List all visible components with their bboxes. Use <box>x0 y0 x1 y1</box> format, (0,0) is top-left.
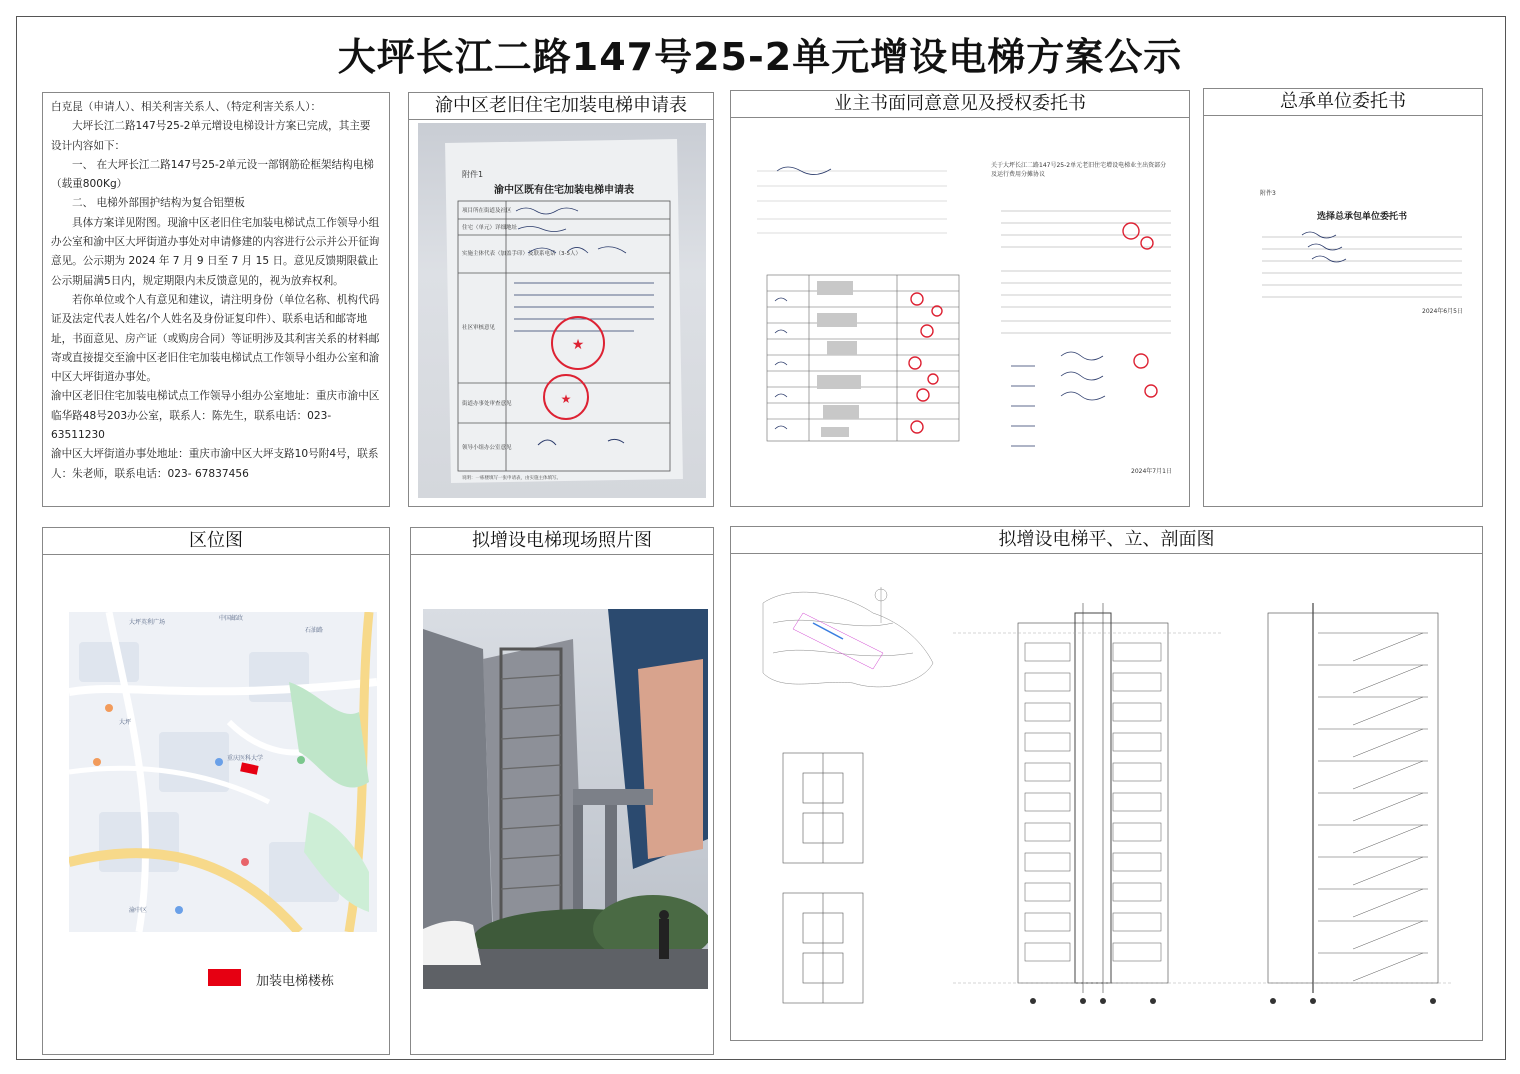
map-label: 中国邮政 <box>219 615 244 622</box>
notice-paragraph-1: 大坪长江二路147号25-2单元增设电梯设计方案已完成，其主要设计内容如下： <box>51 120 371 152</box>
contractor-annex: 附件3 <box>1260 190 1276 197</box>
form-footer: 说明：一栋楼填写一张申请表，由实施主体填写。 <box>462 476 561 481</box>
map-label: 渝中区 <box>129 907 148 914</box>
site-photo-heading: 拟增设电梯现场照片图 <box>411 528 713 555</box>
red-fingerprints <box>909 293 942 433</box>
elevation <box>953 603 1223 993</box>
form-row-label: 实施主体代表（加盖手印）及联系电话（3-5人） <box>462 251 581 257</box>
elevation-window <box>1025 703 1070 721</box>
elevation-window <box>1025 883 1070 901</box>
map-label: 石油路 <box>305 627 324 634</box>
stair-flight <box>1318 857 1428 885</box>
site-plan <box>763 587 933 687</box>
elevation-window <box>1113 733 1161 751</box>
elevation-window <box>1025 793 1070 811</box>
application-form-heading: 渝中区老旧住宅加装电梯申请表 <box>409 93 713 120</box>
stair-flight <box>1318 729 1428 757</box>
stair-flight <box>1318 633 1428 661</box>
elevation-window <box>1025 943 1070 961</box>
elevation-window <box>1025 913 1070 931</box>
svg-text:★: ★ <box>571 337 585 353</box>
form-row-label: 社区审核意见 <box>462 325 496 331</box>
legend-label: 加装电梯楼栋 <box>256 974 335 989</box>
section <box>1223 603 1453 993</box>
architectural-drawings <box>753 583 1473 1023</box>
contractor-doc-heading: 选择总承包单位委托书 <box>1316 212 1408 222</box>
notice-contact-1: 渝中区老旧住宅加装电梯试点工作领导小组办公室地址：重庆市渝中区临华路48号203办公室，联系人：陈先生，联系电话：023-63511230 <box>51 390 380 442</box>
stair-flight <box>1318 921 1428 949</box>
elevation-window <box>1025 673 1070 691</box>
map-label: 大坪英利广场 <box>129 619 166 626</box>
form-row-label: 住宅（单元）详细地址 <box>462 225 518 231</box>
elevation-window <box>1025 643 1070 661</box>
elevation-window <box>1113 823 1161 841</box>
form-heading-text: 渝中区既有住宅加装电梯申请表 <box>494 185 634 196</box>
site-photo <box>423 609 708 989</box>
contractor-date: 2024年6月5日 <box>1422 308 1463 315</box>
legend-swatch <box>208 969 241 986</box>
notice-item-2: 二、 电梯外部围护结构为复合铝塑板 <box>72 197 245 210</box>
application-form-sheet <box>418 123 706 498</box>
consent-doc-heading: 关于大坪长江二路147号25-2单元老旧住宅增设电梯业主出资部分及运行费用分摊协议 <box>991 162 1167 178</box>
form-row-label: 项目所在街道及社区 <box>462 208 512 214</box>
stair-flight <box>1318 953 1428 981</box>
privacy-blur <box>817 281 861 437</box>
consent-panel <box>730 90 1190 507</box>
notice-paragraph-3: 若你单位或个人有意见和建议，请注明身份（单位名称、机构代码证及法定代表人姓名/个人姓名及身份证复印件）、联系电话和邮寄地址，书面意见、房产证（或购房合同）等证明涉及其利害关系的材料邮寄或直接提交至渝中区老旧住宅加装电梯试点工作领导小组办公室和渝中区大坪街道办事处。 <box>51 293 380 384</box>
pedestrian <box>659 919 669 959</box>
elevation-window <box>1113 673 1161 691</box>
map-label: 重庆医科大学 <box>227 755 264 762</box>
contractor-sheet <box>1212 179 1476 379</box>
stair-flight <box>1318 793 1428 821</box>
section-stairs <box>1318 633 1428 981</box>
location-map[interactable] <box>69 612 377 932</box>
consent-sheet-left <box>737 141 969 501</box>
elevation-window <box>1113 643 1161 661</box>
location-map-heading: 区位图 <box>43 528 389 555</box>
stair-flight <box>1318 761 1428 789</box>
elevation-window <box>1113 943 1161 961</box>
stair-flight <box>1318 889 1428 917</box>
elevation-window <box>1025 823 1070 841</box>
elevation-window <box>1025 733 1070 751</box>
stair-flight <box>1318 665 1428 693</box>
consent-heading: 业主书面同意意见及授权委托书 <box>731 91 1189 118</box>
notice-item-1: 一、 在大坪长江二路147号25-2单元设一部钢筋砼框架结构电梯（载重800Kg） <box>51 158 374 191</box>
form-annex-label: 附件1 <box>462 170 484 179</box>
consent-date: 2024年7月1日 <box>1131 468 1172 475</box>
elevation-window <box>1113 793 1161 811</box>
contractor-heading: 总承单位委托书 <box>1204 89 1482 116</box>
drawings-heading: 拟增设电梯平、立、剖面图 <box>731 527 1482 554</box>
notice-paragraph-2: 具体方案详见附图。现渝中区老旧住宅加装电梯试点工作领导小组办公室和渝中区大坪街道办事处对申请修建的内容进行公示并公开征询意见。公示期为 2024 年 7 月 9 日至 7 月 15 日。意见反馈期限截止公示期届满5日内，规定期限内未反馈意见的，视为放弃权利。 <box>51 216 380 287</box>
elevation-window <box>1113 913 1161 931</box>
notice-text-panel <box>42 92 390 507</box>
elevation-window <box>1025 853 1070 871</box>
consent-sheet-right <box>981 151 1181 491</box>
svg-text:★: ★ <box>560 392 572 406</box>
notice-addressee: 白克昆（申请人）、相关利害关系人、（特定利害关系人）： <box>51 101 322 113</box>
application-form-photo <box>418 123 706 498</box>
floor-plan <box>783 753 863 1003</box>
elevation-window <box>1113 763 1161 781</box>
dimension-ticks <box>1030 998 1436 1004</box>
drawings-panel <box>730 526 1483 1041</box>
elevation-window <box>1113 883 1161 901</box>
application-form-panel <box>408 92 714 507</box>
notice-contact-2: 渝中区大坪街道办事处地址：重庆市渝中区大坪支路10号附4号，联系人：朱老师，联系电话：023- 67837456 <box>51 448 379 480</box>
site-photo-panel <box>410 527 714 1055</box>
page-title: 大坪长江二路147号25-2单元增设电梯方案公示 <box>337 35 1183 79</box>
elevation-window <box>1113 703 1161 721</box>
map-label: 大坪 <box>119 719 132 726</box>
stair-flight <box>1318 825 1428 853</box>
form-row-label: 领导小组办公室意见 <box>462 445 512 451</box>
elevation-windows <box>1025 643 1161 961</box>
elevation-window <box>1025 763 1070 781</box>
stair-flight <box>1318 697 1428 725</box>
form-row-label: 街道办事处审查意见 <box>462 401 512 407</box>
contractor-panel <box>1203 88 1483 507</box>
elevation-window <box>1113 853 1161 871</box>
